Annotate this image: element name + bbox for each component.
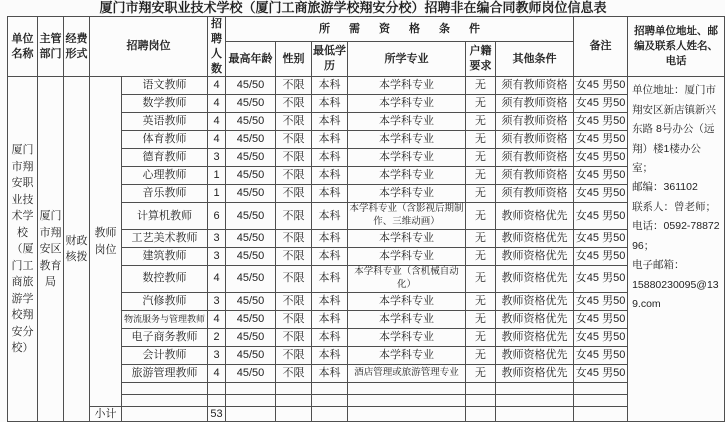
headcount-cell: 3 [208, 292, 226, 310]
residency-cell: 无 [466, 310, 496, 328]
other-condition-cell: 须有教师资格 [496, 131, 574, 149]
remark-cell: 女45 男50 [574, 185, 628, 203]
education-cell: 本科 [312, 248, 348, 266]
major-cell: 本学科专业（含机械自动化） [348, 266, 466, 293]
gender-cell: 不限 [276, 113, 312, 131]
other-condition-cell: 须有教师资格 [496, 149, 574, 167]
major-cell: 本学科专业（含影视后期制作、三维动画） [348, 203, 466, 230]
position-cell: 会计教师 [122, 346, 208, 364]
gender-cell: 不限 [276, 203, 312, 230]
education-cell: 本科 [312, 77, 348, 95]
max-age-cell: 45/50 [226, 248, 276, 266]
header-residency: 户籍要求 [466, 42, 496, 77]
max-age-cell: 45/50 [226, 266, 276, 293]
header-position: 招聘岗位 [90, 17, 208, 77]
gender-cell: 不限 [276, 328, 312, 346]
remark-cell: 女45 男50 [574, 113, 628, 131]
position-cell [122, 406, 208, 422]
gender-cell [276, 394, 312, 406]
funding-cell: 财政核拨 [64, 77, 90, 422]
residency-cell: 无 [466, 230, 496, 248]
other-condition-cell [496, 382, 574, 394]
headcount-cell [208, 382, 226, 394]
remark-cell [574, 394, 628, 406]
headcount-cell: 3 [208, 248, 226, 266]
gender-cell: 不限 [276, 292, 312, 310]
gender-cell: 不限 [276, 346, 312, 364]
page-title: 厦门市翔安职业技术学校（厦门工商旅游学校翔安分校）招聘非在编合同教师岗位信息表 [99, 0, 607, 15]
position-cell [122, 382, 208, 394]
headcount-cell: 4 [208, 364, 226, 382]
education-cell: 本科 [312, 203, 348, 230]
remark-cell: 女45 男50 [574, 310, 628, 328]
header-max-age: 最高年龄 [226, 42, 276, 77]
max-age-cell: 45/50 [226, 95, 276, 113]
header-department: 主管部门 [38, 17, 64, 77]
headcount-cell: 6 [208, 203, 226, 230]
gender-cell: 不限 [276, 149, 312, 167]
headcount-cell: 3 [208, 346, 226, 364]
table-header [8, 17, 725, 77]
max-age-cell: 45/50 [226, 310, 276, 328]
remark-cell: 女45 男50 [574, 167, 628, 185]
contact-info-cell: 单位地址：厦门市翔安区新店镇新兴东路 8号办公（远翔）楼1楼办公室； 邮编：361102 联系人：曾老师； 电话：0592-7887296； 电子邮箱： 15880230095@139.com [628, 77, 725, 422]
other-condition-cell [496, 394, 574, 406]
education-cell [312, 382, 348, 394]
remark-cell: 女45 男50 [574, 95, 628, 113]
remark-cell [574, 406, 628, 422]
other-condition-cell: 教师资格优先 [496, 230, 574, 248]
position-cell: 建筑教师 [122, 248, 208, 266]
subtotal-label-cell: 小计 [90, 406, 122, 422]
gender-cell: 不限 [276, 266, 312, 293]
remark-cell: 女45 男50 [574, 346, 628, 364]
residency-cell: 无 [466, 346, 496, 364]
major-cell [348, 406, 466, 422]
gender-cell: 不限 [276, 248, 312, 266]
position-cell: 音乐教师 [122, 185, 208, 203]
major-cell: 酒店管理或旅游管理专业 [348, 364, 466, 382]
residency-cell: 无 [466, 131, 496, 149]
subtotal-count-cell: 53 [208, 406, 226, 422]
table-row [8, 77, 725, 95]
position-cell: 英语教师 [122, 113, 208, 131]
header-funding: 经费形式 [64, 17, 90, 77]
education-cell: 本科 [312, 266, 348, 293]
headcount-cell: 4 [208, 310, 226, 328]
gender-cell [276, 382, 312, 394]
position-cell: 数控教师 [122, 266, 208, 293]
gender-cell: 不限 [276, 95, 312, 113]
headcount-cell: 4 [208, 266, 226, 293]
max-age-cell [226, 382, 276, 394]
residency-cell: 无 [466, 364, 496, 382]
remark-cell: 女45 男50 [574, 292, 628, 310]
unit-name-cell: 厦门市翔安职业技术学校（厦门工商旅游学校翔安分校） [8, 77, 38, 422]
education-cell [312, 406, 348, 422]
remark-cell: 女45 男50 [574, 248, 628, 266]
gender-cell: 不限 [276, 364, 312, 382]
residency-cell [466, 382, 496, 394]
residency-cell: 无 [466, 167, 496, 185]
major-cell [348, 382, 466, 394]
headcount-cell [208, 394, 226, 406]
major-cell: 本学科专业 [348, 292, 466, 310]
max-age-cell: 45/50 [226, 113, 276, 131]
major-cell: 本学科专业 [348, 113, 466, 131]
position-cell: 工艺美术教师 [122, 230, 208, 248]
table-body [8, 77, 725, 422]
max-age-cell: 45/50 [226, 292, 276, 310]
max-age-cell [226, 406, 276, 422]
other-condition-cell: 须有教师资格 [496, 95, 574, 113]
header-contact: 招聘单位地址、邮编及联系人姓名、电话 [628, 17, 725, 77]
position-cell: 汽修教师 [122, 292, 208, 310]
other-condition-cell [496, 406, 574, 422]
major-cell: 本学科专业 [348, 346, 466, 364]
position-group-cell: 教师岗位 [90, 77, 122, 406]
other-condition-cell: 教师资格优先 [496, 266, 574, 293]
position-cell: 德育教师 [122, 149, 208, 167]
major-cell: 本学科专业 [348, 167, 466, 185]
headcount-cell: 4 [208, 131, 226, 149]
major-cell: 本学科专业 [348, 131, 466, 149]
header-remarks: 备注 [574, 17, 628, 77]
residency-cell: 无 [466, 248, 496, 266]
residency-cell: 无 [466, 149, 496, 167]
max-age-cell: 45/50 [226, 77, 276, 95]
education-cell: 本科 [312, 167, 348, 185]
remark-cell: 女45 男50 [574, 77, 628, 95]
residency-cell: 无 [466, 292, 496, 310]
position-cell: 物流服务与管理教师 [122, 310, 208, 328]
gender-cell: 不限 [276, 167, 312, 185]
major-cell [348, 394, 466, 406]
residency-cell: 无 [466, 185, 496, 203]
other-condition-cell: 教师资格优先 [496, 364, 574, 382]
remark-cell: 女45 男50 [574, 203, 628, 230]
position-cell: 数学教师 [122, 95, 208, 113]
header-major: 所学专业 [348, 42, 466, 77]
major-cell: 本学科专业 [348, 328, 466, 346]
gender-cell: 不限 [276, 77, 312, 95]
education-cell: 本科 [312, 310, 348, 328]
other-condition-cell: 须有教师资格 [496, 185, 574, 203]
headcount-cell: 4 [208, 113, 226, 131]
remark-cell: 女45 男50 [574, 266, 628, 293]
headcount-cell: 2 [208, 328, 226, 346]
headcount-cell: 3 [208, 230, 226, 248]
department-cell: 厦门市翔安区教育局 [38, 77, 64, 422]
gender-cell: 不限 [276, 185, 312, 203]
education-cell: 本科 [312, 149, 348, 167]
residency-cell: 无 [466, 328, 496, 346]
max-age-cell: 45/50 [226, 230, 276, 248]
remark-cell: 女45 男50 [574, 131, 628, 149]
header-other: 其他条件 [496, 42, 574, 77]
headcount-cell: 1 [208, 167, 226, 185]
residency-cell: 无 [466, 95, 496, 113]
headcount-cell: 1 [208, 185, 226, 203]
position-cell: 旅游管理教师 [122, 364, 208, 382]
headcount-cell: 3 [208, 149, 226, 167]
max-age-cell [226, 394, 276, 406]
other-condition-cell: 须有教师资格 [496, 77, 574, 95]
education-cell: 本科 [312, 230, 348, 248]
other-condition-cell: 教师资格优先 [496, 292, 574, 310]
major-cell: 本学科专业 [348, 230, 466, 248]
education-cell: 本科 [312, 364, 348, 382]
max-age-cell: 45/50 [226, 131, 276, 149]
other-condition-cell: 教师资格优先 [496, 203, 574, 230]
remark-cell: 女45 男50 [574, 149, 628, 167]
position-cell: 语文教师 [122, 77, 208, 95]
max-age-cell: 45/50 [226, 346, 276, 364]
other-condition-cell: 教师资格优先 [496, 248, 574, 266]
residency-cell [466, 406, 496, 422]
subtotal-row [8, 406, 725, 422]
gender-cell [276, 406, 312, 422]
max-age-cell: 45/50 [226, 203, 276, 230]
residency-cell: 无 [466, 77, 496, 95]
education-cell: 本科 [312, 185, 348, 203]
position-cell: 心理教师 [122, 167, 208, 185]
gender-cell: 不限 [276, 230, 312, 248]
max-age-cell: 45/50 [226, 364, 276, 382]
header-unit-name: 单位名称 [8, 17, 38, 77]
gender-cell: 不限 [276, 310, 312, 328]
remark-cell: 女45 男50 [574, 230, 628, 248]
header-gender: 性别 [276, 42, 312, 77]
remark-cell [574, 382, 628, 394]
residency-cell: 无 [466, 203, 496, 230]
other-condition-cell: 须有教师资格 [496, 167, 574, 185]
headcount-cell: 4 [208, 95, 226, 113]
max-age-cell: 45/50 [226, 167, 276, 185]
remark-cell: 女45 男50 [574, 328, 628, 346]
headcount-cell: 4 [208, 77, 226, 95]
other-condition-cell: 教师资格优先 [496, 346, 574, 364]
other-condition-cell: 须有教师资格 [496, 113, 574, 131]
header-min-education: 最低学历 [312, 42, 348, 77]
max-age-cell: 45/50 [226, 149, 276, 167]
position-cell [122, 394, 208, 406]
education-cell: 本科 [312, 328, 348, 346]
position-cell: 电子商务教师 [122, 328, 208, 346]
major-cell: 本学科专业 [348, 149, 466, 167]
education-cell: 本科 [312, 95, 348, 113]
position-cell: 计算机教师 [122, 203, 208, 230]
max-age-cell: 45/50 [226, 185, 276, 203]
education-cell: 本科 [312, 346, 348, 364]
education-cell: 本科 [312, 292, 348, 310]
education-cell: 本科 [312, 113, 348, 131]
major-cell: 本学科专业 [348, 77, 466, 95]
major-cell: 本学科专业 [348, 248, 466, 266]
header-headcount: 招聘人数 [208, 17, 226, 77]
residency-cell: 无 [466, 266, 496, 293]
remark-cell: 女45 男50 [574, 364, 628, 382]
gender-cell: 不限 [276, 131, 312, 149]
major-cell: 本学科专业 [348, 310, 466, 328]
residency-cell [466, 394, 496, 406]
residency-cell: 无 [466, 113, 496, 131]
other-condition-cell: 教师资格优先 [496, 310, 574, 328]
max-age-cell: 45/50 [226, 328, 276, 346]
major-cell: 本学科专业 [348, 95, 466, 113]
education-cell [312, 394, 348, 406]
positions-table [7, 16, 725, 422]
other-condition-cell: 教师资格优先 [496, 328, 574, 346]
header-qualifications: 所需资格条件 [226, 17, 574, 42]
education-cell: 本科 [312, 131, 348, 149]
major-cell: 本学科专业 [348, 185, 466, 203]
position-cell: 体育教师 [122, 131, 208, 149]
